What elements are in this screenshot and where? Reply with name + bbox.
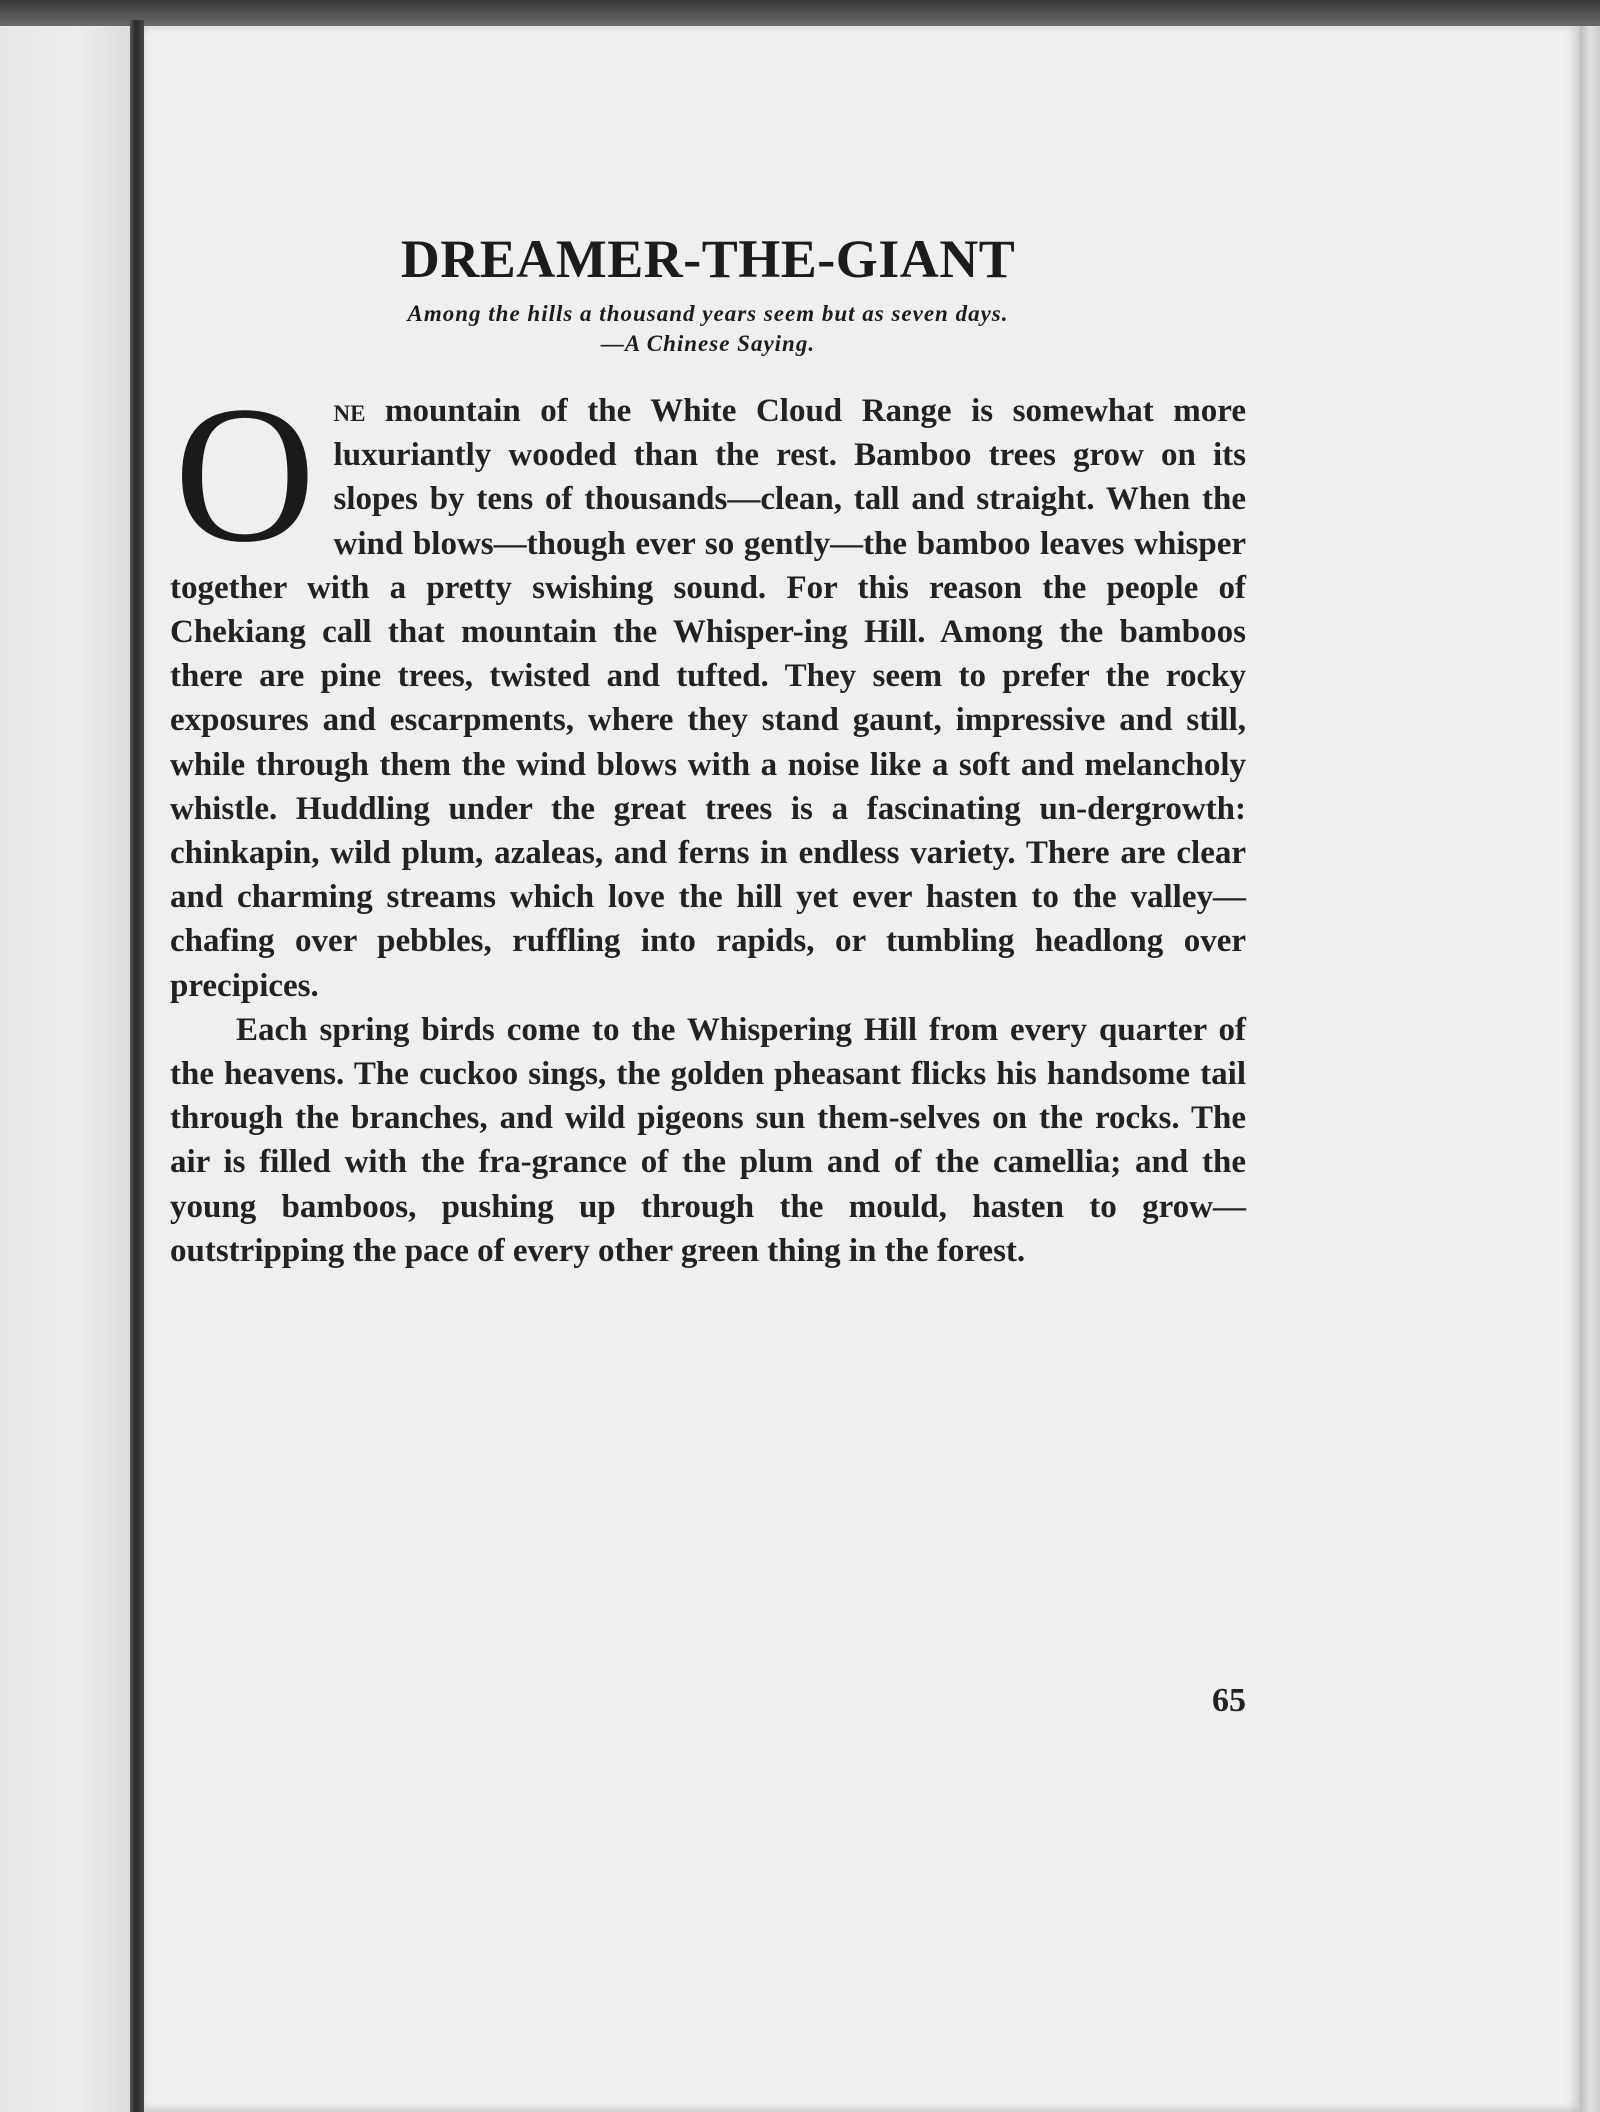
drop-cap: O: [174, 366, 316, 583]
small-caps-lead: ne: [333, 393, 366, 429]
page-right-edge: [1580, 26, 1600, 2112]
book-binding-edge: [130, 20, 144, 2112]
paragraph-2: [170, 1008, 1246, 1273]
epigraph: [170, 299, 1246, 359]
paragraph-2-text: Each spring birds come to the Whispering Hill from every quarter of the heavens. The cuckoo sings, the golden pheasant flicks his handsome tail through the branches, and wild pigeons sun them-selves on the rocks. The air is filled with the fra-grance of the plum and of the camellia; and the young bamboos, pushing up through the mould, hasten to grow—outstripping the pace of every other green thing in the forest.: [170, 1011, 1246, 1269]
page-number: 65: [1212, 1682, 1246, 1719]
chapter-title: DREAMER-THE-GIANT: [400, 229, 1016, 289]
epigraph-attribution: —A Chinese Saying.: [600, 331, 816, 356]
previous-page-edge: [0, 26, 130, 2112]
scan-top-border: [0, 0, 1600, 26]
paragraph-1-text: mountain of the White Cloud Range is somewhat more luxuriantly wooded than the rest. Bamboo trees grow on its slopes by tens of thousands—clean, tall and straight. When the wind blows—though ever so gently—the bamboo leaves whisper together with a pretty swishing sound. For this reason the people of Chekiang call that mountain the Whisper-ing Hill. Among the bamboos there are pine trees, twisted and tufted. They seem to prefer the rocky exposures and escarpments, where they stand gaunt, impressive and still, while through them the wind blows with a noise like a soft and melancholy whistle. Huddling under the great trees is a fascinating un-dergrowth: chinkapin, wild plum, azaleas, and ferns in endless variety. There are clear and charming streams which love the hill yet ever hasten to the valley—chafing over pebbles, ruffling into rapids, or tumbling headlong over precipices.: [170, 393, 1246, 1004]
paragraph-1: [170, 366, 1246, 1008]
page-content: [170, 225, 1246, 1273]
body-text: [170, 366, 1246, 1273]
epigraph-text: Among the hills a thousand years seem but as seven days.: [407, 301, 1009, 326]
